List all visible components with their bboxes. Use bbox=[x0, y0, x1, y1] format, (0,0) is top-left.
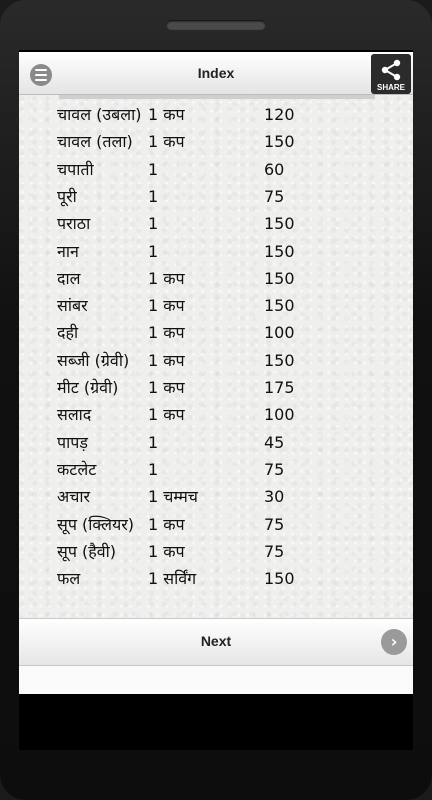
table-row bbox=[19, 319, 413, 346]
screen bbox=[19, 50, 413, 750]
food-name: चपाती bbox=[57, 159, 94, 179]
table-row bbox=[19, 210, 413, 237]
food-name: अचार bbox=[57, 487, 91, 507]
calories: 175 bbox=[264, 378, 295, 397]
quantity: 1 चम्मच bbox=[148, 487, 198, 507]
food-name: पापड़ bbox=[57, 432, 88, 452]
calories: 150 bbox=[264, 241, 295, 261]
food-name: पराठा bbox=[57, 214, 91, 234]
table-row bbox=[19, 565, 413, 592]
calories: 75 bbox=[264, 514, 285, 534]
calories: 45 bbox=[264, 432, 285, 452]
calories: 150 bbox=[264, 296, 295, 316]
calories: 75 bbox=[264, 186, 285, 206]
quantity: 1 कप bbox=[148, 105, 185, 124]
calories: 100 bbox=[264, 323, 295, 343]
food-name: दाल bbox=[57, 268, 81, 288]
food-name: सूप (हैवी) bbox=[57, 541, 117, 561]
calorie-table[interactable] bbox=[19, 95, 413, 618]
quantity: 1 bbox=[148, 186, 159, 206]
calories: 30 bbox=[264, 487, 285, 507]
next-bar[interactable] bbox=[19, 618, 413, 666]
table-row bbox=[19, 265, 413, 292]
quantity: 1 कप bbox=[148, 541, 185, 561]
quantity: 1 कप bbox=[148, 296, 185, 316]
quantity: 1 कप bbox=[148, 405, 185, 425]
table-row bbox=[19, 101, 413, 128]
quantity: 1 bbox=[148, 241, 159, 261]
chevron-right-icon[interactable]: › bbox=[381, 629, 407, 655]
quantity: 1 bbox=[148, 214, 159, 234]
table-row bbox=[19, 156, 413, 183]
next-button-label[interactable]: Next bbox=[200, 633, 232, 649]
food-name: चावल (उबला) bbox=[57, 105, 142, 124]
food-name: सब्जी (ग्रेवी) bbox=[57, 350, 130, 370]
calories: 150 bbox=[264, 132, 295, 152]
calories: 60 bbox=[264, 159, 285, 179]
quantity: 1 कप bbox=[148, 323, 185, 343]
table-row bbox=[19, 429, 413, 456]
calories: 150 bbox=[264, 214, 295, 234]
food-name: कटलेट bbox=[57, 459, 97, 479]
food-name: सूप (क्लियर) bbox=[57, 514, 135, 534]
scroll-edge bbox=[59, 95, 375, 99]
table-row bbox=[19, 374, 413, 401]
speaker-grille bbox=[166, 20, 266, 30]
share-button[interactable] bbox=[371, 54, 411, 94]
table-row bbox=[19, 347, 413, 374]
quantity: 1 bbox=[148, 432, 159, 452]
food-name: मीट (ग्रेवी) bbox=[57, 378, 119, 397]
quantity: 1 bbox=[148, 459, 159, 479]
calories: 150 bbox=[264, 350, 295, 370]
footer-strip bbox=[19, 666, 413, 694]
table-row bbox=[19, 292, 413, 319]
food-name: सलाद bbox=[57, 405, 92, 425]
table-row bbox=[19, 238, 413, 265]
quantity: 1 कप bbox=[148, 268, 185, 288]
quantity: 1 कप bbox=[148, 350, 185, 370]
quantity: 1 कप bbox=[148, 514, 185, 534]
calories: 100 bbox=[264, 405, 295, 425]
table-row bbox=[19, 401, 413, 428]
calories: 150 bbox=[264, 268, 295, 288]
page-title: Index bbox=[197, 65, 235, 81]
share-label: SHARE bbox=[376, 83, 405, 92]
table-row bbox=[19, 456, 413, 483]
food-name: नान bbox=[57, 241, 79, 261]
app-header bbox=[19, 52, 413, 95]
calories: 150 bbox=[264, 569, 295, 589]
quantity: 1 bbox=[148, 159, 159, 179]
share-icon bbox=[379, 58, 403, 82]
food-name: फल bbox=[57, 569, 81, 589]
food-name: सांबर bbox=[57, 296, 88, 316]
table-row bbox=[19, 483, 413, 510]
calories: 120 bbox=[264, 105, 295, 124]
table-row bbox=[19, 128, 413, 155]
food-name: पूरी bbox=[57, 186, 77, 206]
quantity: 1 सर्विंग bbox=[148, 569, 197, 589]
calories: 75 bbox=[264, 459, 285, 479]
table-row bbox=[19, 511, 413, 538]
food-name: दही bbox=[57, 323, 79, 343]
quantity: 1 कप bbox=[148, 132, 185, 152]
calories: 75 bbox=[264, 541, 285, 561]
quantity: 1 कप bbox=[148, 378, 185, 397]
table-row bbox=[19, 538, 413, 565]
table-row bbox=[19, 183, 413, 210]
food-name: चावल (तला) bbox=[57, 132, 133, 152]
